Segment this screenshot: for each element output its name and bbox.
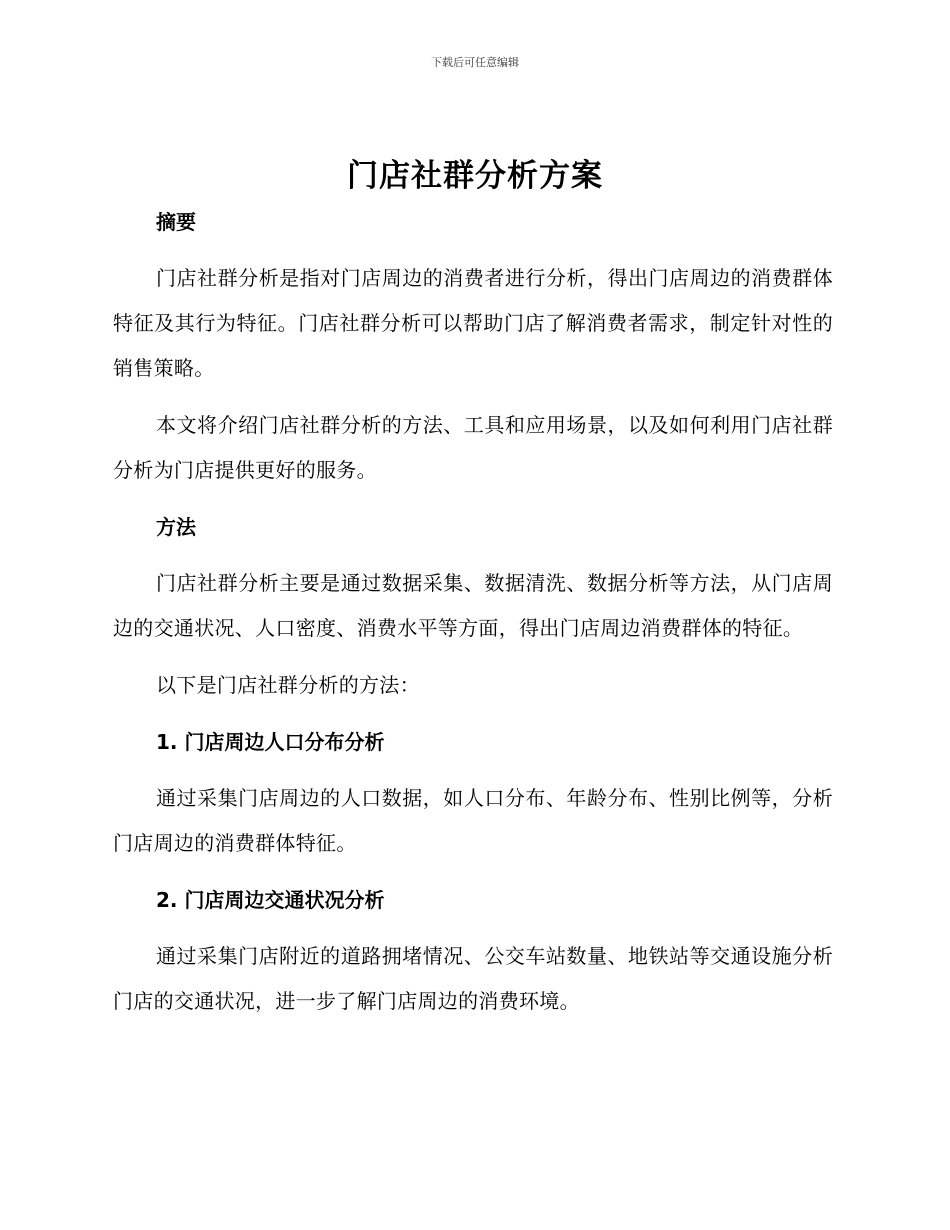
subsection-2-heading: 2. 门店周边交通状况分析 [156,888,385,912]
method-paragraph-1: 门店社群分析主要是通过数据采集、数据清洗、数据分析等方法，从门店周边的交通状况、人口密度、消费水平等方面，得出门店周边消费群体的特征。 [113,571,833,640]
header-note: 下载后可任意编辑 [431,56,519,69]
abstract-heading: 摘要 [156,210,196,234]
abstract-paragraph-2: 本文将介绍门店社群分析的方法、工具和应用场景，以及如何利用门店社群分析为门店提供更好的服务。 [113,413,833,482]
method-paragraph-2: 以下是门店社群分析的方法： [156,673,420,697]
subsection-2-paragraph: 通过采集门店附近的道路拥堵情况、公交车站数量、地铁站等交通设施分析门店的交通状况，进一步了解门店周边的消费环境。 [113,944,833,1013]
abstract-paragraph-1: 门店社群分析是指对门店周边的消费者进行分析，得出门店周边的消费群体特征及其行为特征。门店社群分析可以帮助门店了解消费者需求，制定针对性的销售策略。 [113,266,833,380]
subsection-1-heading: 1. 门店周边人口分布分析 [156,730,385,754]
document-body [113,202,833,1024]
subsection-1-paragraph: 通过采集门店周边的人口数据，如人口分布、年龄分布、性别比例等，分析门店周边的消费群体特征。 [113,786,833,855]
method-heading: 方法 [156,515,196,539]
document-title: 门店社群分析方案 [347,158,603,194]
